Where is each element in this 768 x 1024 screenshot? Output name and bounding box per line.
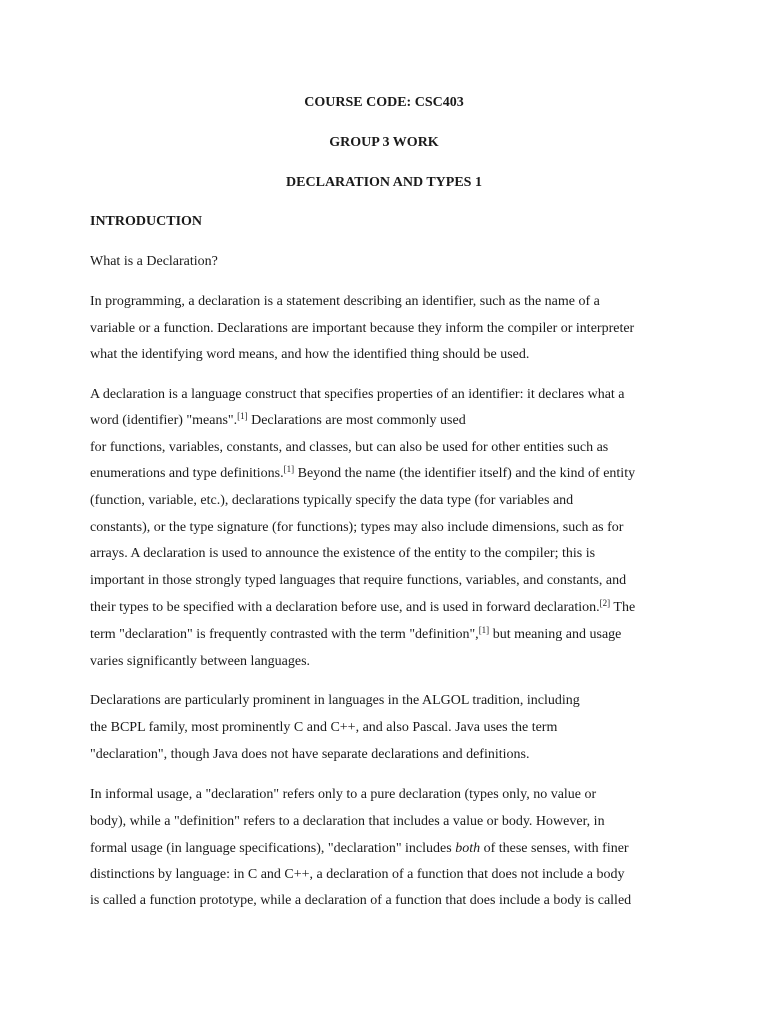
para2-line3: for functions, variables, constants, and classes, but can also be used for other entities such as xyxy=(90,440,609,455)
para4-line2: body), while a "definition" refers to a declaration that includes a value or body. However, in xyxy=(90,814,605,829)
para1-line1: In programming, a declaration is a statement describing an identifier, such as the name of a xyxy=(90,294,600,309)
para4-line4: distinctions by language: in C and C++, a declaration of a function that does not include a body xyxy=(90,867,625,882)
para3-line2: the BCPL family, most prominently C and C++, and also Pascal. Java uses the term xyxy=(90,720,558,735)
para4-line3 xyxy=(90,840,629,858)
para2-line9 xyxy=(90,599,635,617)
para4-line3-text-a: formal usage (in language specifications), "declaration" includes xyxy=(90,841,456,856)
para2-line4-text-b: Beyond the name (the identifier itself) and the kind of entity xyxy=(294,466,636,481)
para2-line10-text-b: but meaning and usage xyxy=(489,627,622,642)
group-label: GROUP 3 WORK xyxy=(329,135,439,150)
para4-line3-text-b: of these senses, with finer xyxy=(480,841,629,856)
course-code: COURSE CODE: CSC403 xyxy=(304,95,464,110)
para2-line9-text-a: their types to be specified with a declaration before use, and is used in forward declaration. xyxy=(90,600,600,615)
para2-line9-text-b: The xyxy=(610,600,636,615)
para2-line6: constants), or the type signature (for functions); types may also include dimensions, such as for xyxy=(90,520,624,535)
para2-line11: varies significantly between languages. xyxy=(90,654,311,669)
citation-ref: [1] xyxy=(478,625,490,635)
section-question: What is a Declaration? xyxy=(90,254,218,269)
para3-line1: Declarations are particularly prominent in languages in the ALGOL tradition, including xyxy=(90,693,580,708)
citation-ref: [1] xyxy=(237,411,248,421)
section-heading: INTRODUCTION xyxy=(90,214,203,229)
para2-line1: A declaration is a language construct that specifies properties of an identifier: it declares what a xyxy=(90,387,625,402)
emphasis-both: both xyxy=(455,841,481,856)
para2-line8: important in those strongly typed languages that require functions, variables, and constants, and xyxy=(90,573,627,588)
para2-line7: arrays. A declaration is used to announce the existence of the entity to the compiler; this is xyxy=(90,546,596,561)
para2-line10 xyxy=(90,626,621,644)
para2-line5: (function, variable, etc.), declarations typically specify the data type (for variables and xyxy=(90,493,574,508)
para2-line4-text-a: enumerations and type definitions. xyxy=(90,466,284,481)
para2-line10-text-a: term "declaration" is frequently contrasted with the term "definition", xyxy=(90,627,479,642)
para4-line1: In informal usage, a "declaration" refers only to a pure declaration (types only, no value or xyxy=(90,787,597,802)
document-title: DECLARATION AND TYPES 1 xyxy=(286,175,482,190)
citation-ref: [1] xyxy=(283,464,295,474)
para1-line3: what the identifying word means, and how the identified thing should be used. xyxy=(90,347,530,362)
para2-line2-text-a: word (identifier) "means". xyxy=(90,413,238,428)
para4-line5: is called a function prototype, while a declaration of a function that does include a body is called xyxy=(90,893,632,908)
para2-line4 xyxy=(90,465,635,483)
para1-line2: variable or a function. Declarations are important because they inform the compiler or interpreter xyxy=(90,321,635,336)
citation-ref: [2] xyxy=(599,598,611,608)
para3-line3: "declaration", though Java does not have separate declarations and definitions. xyxy=(90,747,530,762)
para2-line2 xyxy=(90,412,466,430)
para2-line2-text-b: Declarations are most commonly used xyxy=(247,413,466,428)
